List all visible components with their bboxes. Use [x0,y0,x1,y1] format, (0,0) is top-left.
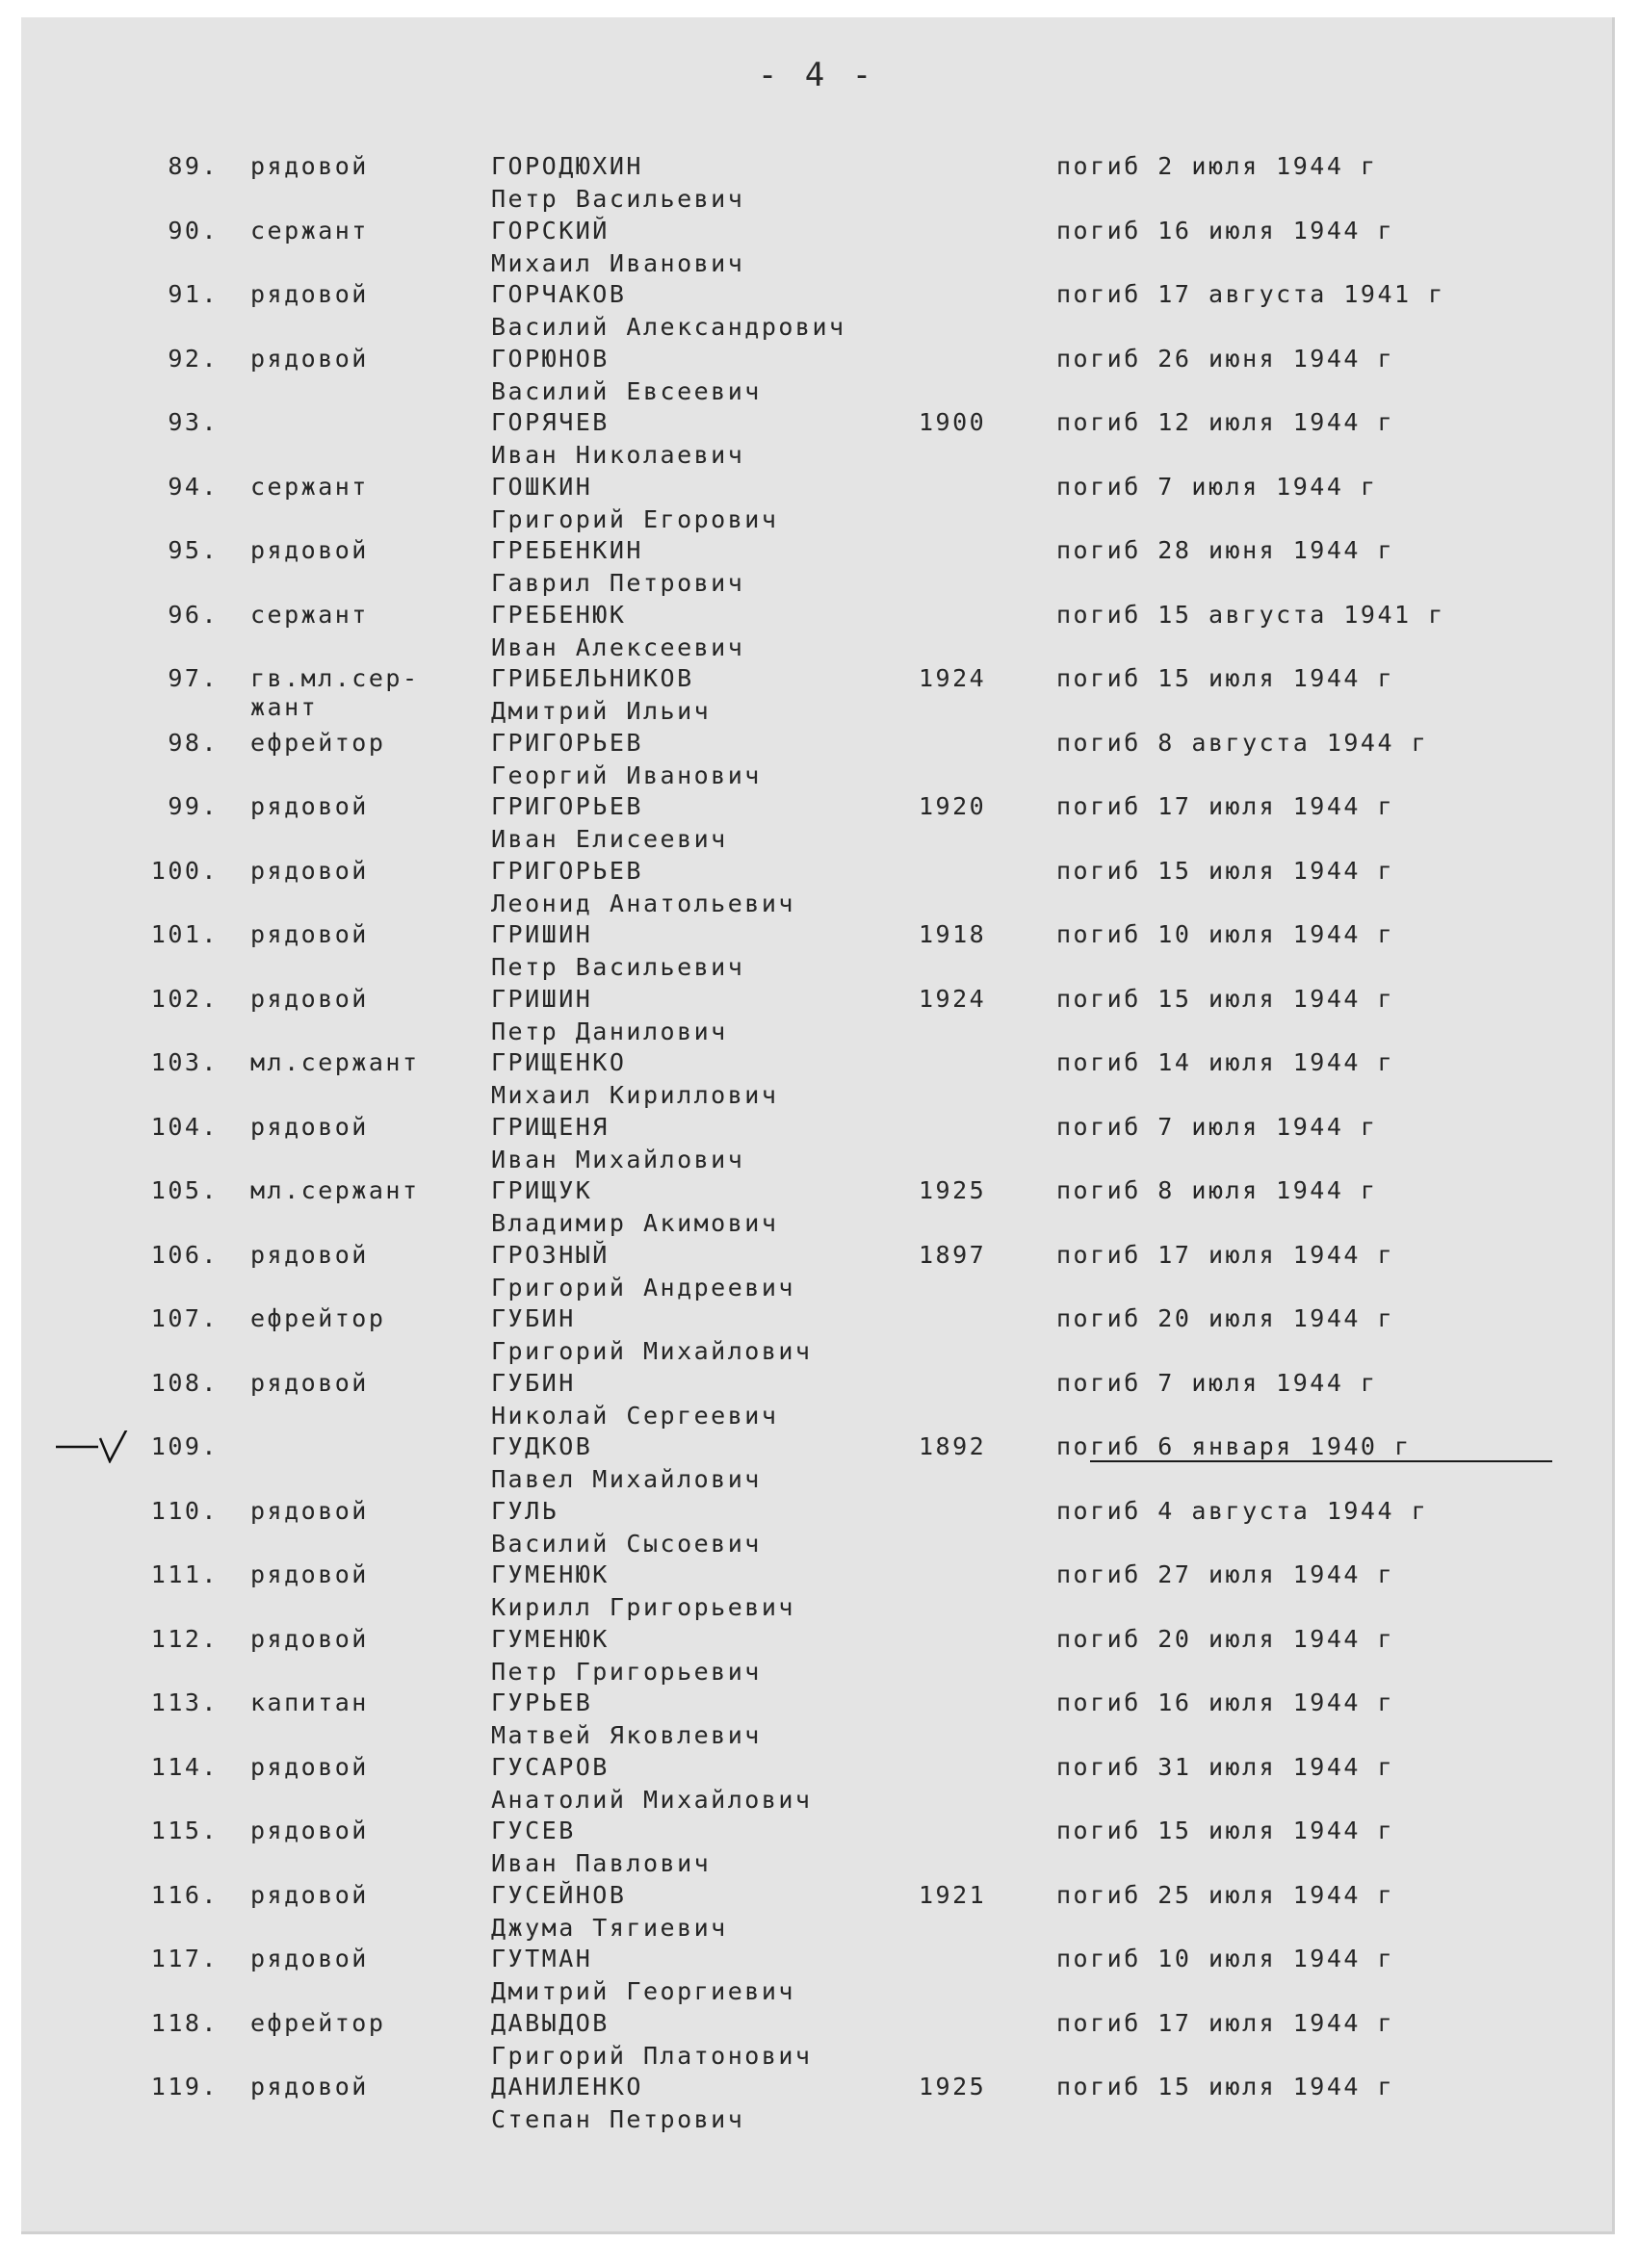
record-surname: ГУБИН [491,1368,576,1397]
record-number: 105. [150,1176,219,1204]
record-number: 98. [168,728,219,757]
record-rank: рядовой [250,856,369,885]
record-rank: рядовой [250,1624,369,1653]
record-death-note: погиб 31 июля 1944 г [1056,1752,1395,1781]
record-given-names: Анатолий Михайлович [491,1785,813,1814]
record-surname: ГУЛЬ [491,1496,559,1525]
record-surname: ГОРОДЮХИН [491,152,643,180]
record-row [21,408,1612,473]
record-surname: ГРОЗНЫЙ [491,1240,610,1269]
record-given-names: Михаил Кириллович [491,1081,779,1109]
record-row [21,1753,1612,1817]
record-rank: рядовой [250,1945,369,1972]
record-surname: ГУСЕВ [491,1817,576,1844]
record-rank: рядовой [250,792,369,820]
record-number: 91. [168,280,219,308]
record-rank: рядовой [250,1496,369,1525]
record-given-names: Джума Тягиевич [491,1913,728,1942]
record-birth-year: 1924 [919,664,987,692]
record-number: 119. [150,2073,219,2100]
record-death-note: погиб 16 июля 1944 г [1056,216,1395,245]
record-death-note: погиб 20 июля 1944 г [1056,1304,1395,1332]
record-given-names: Матвей Яковлевич [491,1721,762,1749]
record-surname: ГРИЩУК [491,1176,593,1204]
record-death-note: погиб 4 августа 1944 г [1056,1496,1429,1525]
record-row [21,1113,1612,1177]
record-surname: ГОРЮНОВ [491,344,610,373]
record-given-names: Леонид Анатольевич [491,889,795,917]
record-surname: ГОШКИН [491,472,593,501]
record-rank: сержант [250,216,369,245]
record-surname: ГУМЕНЮК [491,1560,610,1588]
record-rank: рядовой [250,536,369,564]
record-number: 95. [168,536,219,564]
record-rank: рядовой [250,1752,369,1781]
record-surname: ГУБИН [491,1304,576,1332]
record-row [21,152,1612,217]
record-death-note: погиб 7 июля 1944 г [1056,1112,1378,1141]
record-given-names: Павел Михайлович [491,1465,762,1493]
record-rank: мл.сержант [250,1176,420,1204]
record-given-names: Дмитрий Георгиевич [491,1977,795,2005]
record-given-names: Иван Михайлович [491,1145,745,1173]
record-birth-year: 1921 [919,1880,987,1909]
record-number: 116. [150,1880,219,1909]
record-given-names: Иван Елисеевич [491,825,728,853]
handwritten-check-icon [56,1430,133,1463]
record-rank: рядовой [250,1240,369,1269]
record-row [21,1817,1612,1881]
record-surname: ДАВЫДОВ [491,2008,610,2037]
record-number: 113. [150,1688,219,1716]
record-birth-year: 1925 [919,2073,987,2100]
record-given-names: Дмитрий Ильич [491,697,712,725]
record-row [21,345,1612,409]
record-given-names: Михаил Иванович [491,248,745,277]
record-number: 111. [150,1560,219,1588]
record-surname: ГРИЩЕНЯ [491,1112,610,1141]
record-rank: рядовой [250,344,369,373]
record-surname: ГОРЧАКОВ [491,280,627,308]
record-rank: гв.мл.сер- жант [250,664,420,721]
record-number: 112. [150,1624,219,1653]
record-given-names: Гаврил Петрович [491,569,745,597]
record-rank: рядовой [250,1560,369,1588]
record-death-note: погиб 28 июня 1944 г [1056,536,1395,564]
record-number: 100. [150,856,219,885]
record-death-note: погиб 15 августа 1941 г [1056,600,1445,629]
record-death-note: погиб 10 июля 1944 г [1056,1945,1395,1972]
record-row [21,1304,1612,1369]
record-number: 117. [150,1945,219,1972]
record-surname: ГРИШИН [491,920,593,948]
record-surname: ГОРСКИЙ [491,216,610,245]
record-surname: ГУДКОВ [491,1432,593,1460]
record-given-names: Иван Павлович [491,1849,712,1877]
record-death-note: погиб 15 июля 1944 г [1056,2073,1395,2100]
record-death-note: погиб 15 июля 1944 г [1056,984,1395,1013]
record-row [21,792,1612,857]
record-birth-year: 1924 [919,984,987,1013]
record-surname: ГРЕБЕНКИН [491,536,643,564]
record-number: 93. [168,408,219,436]
record-number: 97. [168,664,219,692]
record-surname: ГРИЩЕНКО [491,1048,627,1076]
record-given-names: Петр Васильевич [491,185,745,213]
record-rank: рядовой [250,1817,369,1844]
record-row [21,1241,1612,1305]
record-given-names: Георгий Иванович [491,760,762,789]
record-row [21,729,1612,793]
record-death-note: погиб 10 июля 1944 г [1056,920,1395,948]
record-surname: ГУСАРОВ [491,1752,610,1781]
record-number: 103. [150,1048,219,1076]
record-surname: ГРИГОРЬЕВ [491,728,643,757]
record-given-names: Иван Алексеевич [491,632,745,661]
record-death-note: погиб 17 июля 1944 г [1056,2008,1395,2037]
record-death-note: погиб 8 августа 1944 г [1056,728,1429,757]
record-given-names: Василий Сысоевич [491,1529,762,1558]
record-row [21,857,1612,921]
record-given-names: Владимир Акимович [491,1209,779,1237]
record-rank: мл.сержант [250,1048,420,1076]
record-row [21,280,1612,345]
record-birth-year: 1892 [919,1432,987,1460]
record-given-names: Петр Григорьевич [491,1657,762,1686]
record-row [21,664,1612,729]
record-number: 89. [168,152,219,180]
record-birth-year: 1900 [919,408,987,436]
record-rank: капитан [250,1688,369,1716]
record-death-note: погиб 16 июля 1944 г [1056,1688,1395,1716]
record-surname: ГУРЬЕВ [491,1688,593,1716]
record-surname: ГУСЕЙНОВ [491,1880,627,1909]
record-number: 96. [168,600,219,629]
record-row [21,985,1612,1049]
record-number: 90. [168,216,219,245]
record-rank: рядовой [250,1880,369,1909]
record-number: 109. [150,1432,219,1460]
record-row [21,536,1612,601]
record-number: 102. [150,984,219,1013]
record-rank: ефрейтор [250,1304,386,1332]
record-birth-year: 1920 [919,792,987,820]
record-rank: рядовой [250,984,369,1013]
record-row [21,217,1612,281]
record-birth-year: 1925 [919,1176,987,1204]
record-given-names: Василий Евсеевич [491,376,762,405]
record-surname: ДАНИЛЕНКО [491,2073,643,2100]
record-row [21,1688,1612,1753]
record-death-note: погиб 6 января 1940 г [1056,1432,1412,1460]
record-row [21,920,1612,985]
record-death-note: погиб 15 июля 1944 г [1056,664,1395,692]
record-given-names: Петр Васильевич [491,953,745,981]
record-death-note: погиб 15 июля 1944 г [1056,856,1395,885]
record-death-note: погиб 15 июля 1944 г [1056,1817,1395,1844]
record-given-names: Иван Николаевич [491,441,745,469]
record-number: 110. [150,1496,219,1525]
record-number: 92. [168,344,219,373]
record-rank: ефрейтор [250,2008,386,2037]
record-rank: рядовой [250,1368,369,1397]
record-row [21,1369,1612,1433]
record-rank: ефрейтор [250,728,386,757]
record-number: 108. [150,1368,219,1397]
record-given-names: Петр Данилович [491,1017,728,1045]
record-number: 94. [168,472,219,501]
record-surname: ГОРЯЧЕВ [491,408,610,436]
record-death-note: погиб 25 июля 1944 г [1056,1880,1395,1909]
record-rank: сержант [250,472,369,501]
record-given-names: Григорий Андреевич [491,1273,795,1302]
record-number: 114. [150,1752,219,1781]
record-given-names: Василий Александрович [491,313,846,341]
record-death-note: погиб 27 июля 1944 г [1056,1560,1395,1588]
record-row [21,1881,1612,1946]
record-death-note: погиб 12 июля 1944 г [1056,408,1395,436]
page-number: - 4 - [757,56,876,94]
record-death-note: погиб 2 июля 1944 г [1056,152,1378,180]
record-rank: рядовой [250,152,369,180]
record-row [21,1497,1612,1561]
record-rank: рядовой [250,920,369,948]
record-rank: рядовой [250,2073,369,2100]
record-surname: ГРИГОРЬЕВ [491,792,643,820]
record-row [21,2073,1612,2137]
record-surname: ГУТМАН [491,1945,593,1972]
record-death-note: погиб 14 июля 1944 г [1056,1048,1395,1076]
record-row [21,2009,1612,2074]
record-given-names: Кирилл Григорьевич [491,1593,795,1621]
record-rank: сержант [250,600,369,629]
record-row [21,1176,1612,1241]
record-death-note: погиб 17 июля 1944 г [1056,1240,1395,1269]
record-death-note: погиб 7 июля 1944 г [1056,472,1378,501]
record-birth-year: 1897 [919,1240,987,1269]
record-number: 104. [150,1112,219,1141]
record-row [21,1560,1612,1625]
record-rank: рядовой [250,280,369,308]
handwritten-underline [1090,1460,1552,1462]
record-number: 118. [150,2008,219,2037]
record-number: 115. [150,1817,219,1844]
record-rank: рядовой [250,1112,369,1141]
record-death-note: погиб 8 июля 1944 г [1056,1176,1378,1204]
record-row [21,1625,1612,1689]
record-surname: ГРИГОРЬЕВ [491,856,643,885]
record-death-note: погиб 7 июля 1944 г [1056,1368,1378,1397]
record-surname: ГРИШИН [491,984,593,1013]
record-given-names: Григорий Егорович [491,504,779,533]
record-given-names: Григорий Платонович [491,2041,813,2070]
record-number: 101. [150,920,219,948]
record-given-names: Григорий Михайлович [491,1337,813,1365]
record-surname: ГРИБЕЛЬНИКОВ [491,664,694,692]
record-death-note: погиб 17 августа 1941 г [1056,280,1445,308]
record-row [21,1048,1612,1113]
record-row [21,473,1612,537]
record-surname: ГУМЕНЮК [491,1624,610,1653]
record-death-note: погиб 17 июля 1944 г [1056,792,1395,820]
record-death-note: погиб 20 июля 1944 г [1056,1624,1395,1653]
record-number: 107. [150,1304,219,1332]
record-death-note: погиб 26 июня 1944 г [1056,344,1395,373]
record-given-names: Николай Сергеевич [491,1401,779,1430]
record-row [21,1432,1612,1497]
record-row [21,1945,1612,2009]
record-given-names: Степан Петрович [491,2105,745,2133]
record-number: 106. [150,1240,219,1269]
records-list [21,152,1612,2137]
document-page [21,17,1615,2234]
record-surname: ГРЕБЕНЮК [491,600,627,629]
record-number: 99. [168,792,219,820]
record-row [21,601,1612,665]
record-birth-year: 1918 [919,920,987,948]
